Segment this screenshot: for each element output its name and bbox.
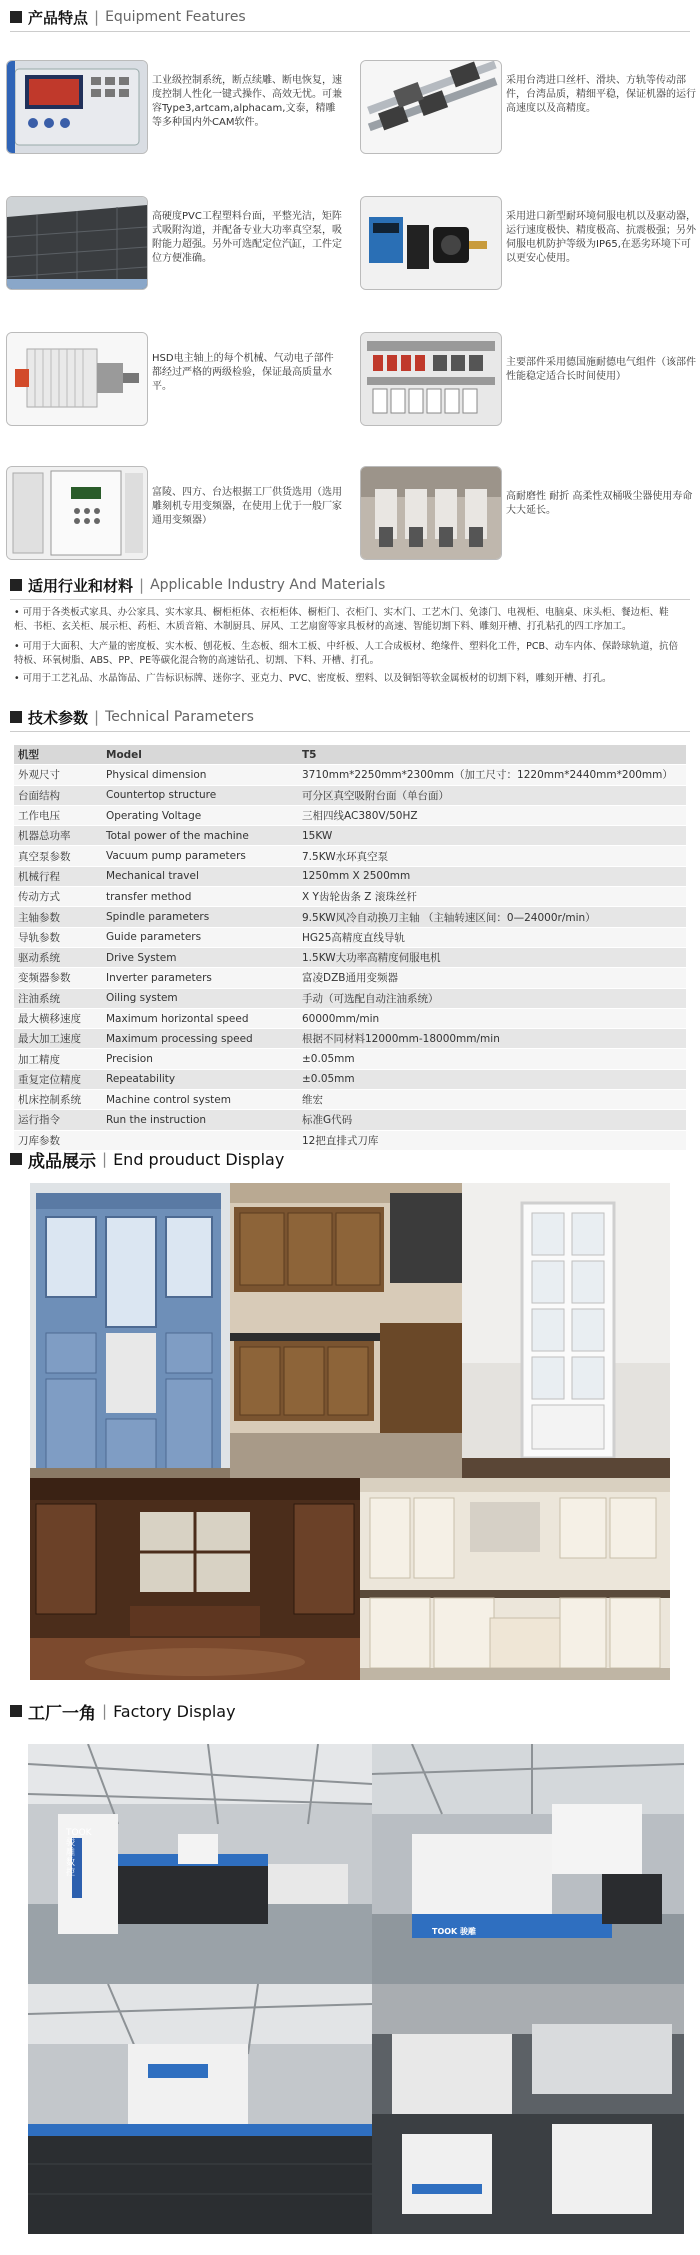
param-cell: 最大横移速度 xyxy=(14,1008,102,1028)
param-cell: Physical dimension xyxy=(102,765,298,785)
blue-cabinet-photo xyxy=(30,1183,230,1478)
param-cell: 台面结构 xyxy=(14,785,102,805)
params-row xyxy=(14,866,686,886)
params-table xyxy=(14,745,686,1151)
white-kitchen-photo xyxy=(360,1478,670,1680)
white-door-photo xyxy=(462,1183,670,1478)
feature-item xyxy=(360,332,700,442)
factory-title-en: Factory Display xyxy=(113,1701,236,1721)
param-cell: 最大加工速度 xyxy=(14,1029,102,1049)
products-title-en: End prouduct Display xyxy=(113,1149,285,1169)
feature-item xyxy=(360,196,700,306)
feature-text: HSD电主轴上的每个机械、气动电子部件都经过严格的两级检验，保证最高质量水平。 xyxy=(152,353,334,392)
square-bullet-icon xyxy=(10,1705,22,1717)
param-cell: Maximum processing speed xyxy=(102,1029,298,1049)
param-cell: 15KW xyxy=(298,826,686,846)
param-cell: 机床控制系统 xyxy=(14,1090,102,1110)
param-cell: 传动方式 xyxy=(14,887,102,907)
feature-text: 主要部件采用德国施耐德电气组件（该部件性能稳定适合长时间使用） xyxy=(506,357,696,382)
spindle-icon xyxy=(6,332,148,426)
param-cell: 1250mm X 2500mm xyxy=(298,866,686,886)
param-cell: 维宏 xyxy=(298,1090,686,1110)
feature-text: 高耐磨性 耐折 高柔性双桶吸尘器使用寿命大大延长。 xyxy=(506,491,693,516)
param-cell: 手动（可选配自动注油系统） xyxy=(298,988,686,1008)
param-cell: 真空泵参数 xyxy=(14,846,102,866)
param-cell: Guide parameters xyxy=(102,927,298,947)
factory-photo xyxy=(372,1744,684,1984)
divider xyxy=(10,31,690,32)
params-row xyxy=(14,785,686,805)
params-row xyxy=(14,947,686,967)
param-cell: 机械行程 xyxy=(14,866,102,886)
param-cell: 刀库参数 xyxy=(14,1130,102,1150)
param-cell: Mechanical travel xyxy=(102,866,298,886)
products-header: 成品展示 | End prouduct Display xyxy=(10,1148,690,1170)
param-cell: 3710mm*2250mm*2300mm（加工尺寸：1220mm*2440mm*200mm） xyxy=(298,765,686,785)
params-row xyxy=(14,1008,686,1028)
param-cell: Total power of the machine xyxy=(102,826,298,846)
params-row xyxy=(14,907,686,927)
params-row xyxy=(14,927,686,947)
param-cell: 重复定位精度 xyxy=(14,1069,102,1089)
divider xyxy=(10,599,690,600)
param-cell: Spindle parameters xyxy=(102,907,298,927)
param-cell: 机器总功率 xyxy=(14,826,102,846)
feature-item xyxy=(360,60,700,170)
param-cell: HG25高精度直线导轨 xyxy=(298,927,686,947)
industry-line: • 可用于大面积、大产量的密度板、实木板、刨花板、生态板、细木工板、中纤板、人工合成板材、绝缘件、塑料化工件，PCB、动车内体、保龄球轨道，抗倍特板、环氧树脂、ABS、PP、PE等碳化混合物的高速钻孔、切割、下料、开槽、打孔。 xyxy=(14,641,679,666)
control-panel-icon xyxy=(6,60,148,154)
param-cell: Precision xyxy=(102,1049,298,1069)
square-bullet-icon xyxy=(10,1153,22,1165)
products-title-zh: 成品展示 xyxy=(28,1151,96,1172)
param-cell: Machine control system xyxy=(102,1090,298,1110)
electrical-cabinet-icon xyxy=(360,332,502,426)
features-title-zh: 产品特点 xyxy=(28,8,89,27)
param-cell: 三相四线AC380V/50HZ xyxy=(298,805,686,825)
param-cell: X Y齿轮齿条 Z 滚珠丝杆 xyxy=(298,887,686,907)
machine-label: TOOK 骏雕数控 xyxy=(66,1828,92,1878)
feature-text: 工业级控制系统，断点续雕、断电恢复，速度控制人性化一键式操作、高效无忧。可兼容Type3,artcam,alphacam,文泰，精雕等多种国内外CAM软件。 xyxy=(152,75,342,128)
param-cell: 1.5KW大功率高精度伺服电机 xyxy=(298,947,686,967)
param-cell: Operating Voltage xyxy=(102,805,298,825)
industry-title-en: Applicable Industry And Materials xyxy=(150,577,386,593)
inverter-icon xyxy=(6,466,148,560)
params-row xyxy=(14,988,686,1008)
param-cell: 外观尺寸 xyxy=(14,765,102,785)
params-row xyxy=(14,887,686,907)
feature-item xyxy=(6,332,346,442)
feature-text: 富陵、四方、台达根据工厂供货选用（选用雕刻机专用变频器，在使用上优于一般厂家通用变频器） xyxy=(152,487,342,526)
linear-rail-icon xyxy=(360,60,502,154)
param-cell: 驱动系统 xyxy=(14,947,102,967)
param-cell: Oiling system xyxy=(102,988,298,1008)
param-cell: ±0.05mm xyxy=(298,1069,686,1089)
feature-text: 采用进口新型耐环境伺服电机以及驱动器，运行速度极快、精度极高、抗震极强；另外伺服电机防护等级为IP65,在恶劣环境下可以更安心使用。 xyxy=(506,211,696,264)
params-title-zh: 技术参数 xyxy=(28,708,89,727)
param-cell: 工作电压 xyxy=(14,805,102,825)
factory-photo xyxy=(28,1984,372,2234)
param-cell: 标准G代码 xyxy=(298,1110,686,1130)
kitchen-photo xyxy=(230,1183,462,1478)
params-row xyxy=(14,1090,686,1110)
param-cell: Maximum horizontal speed xyxy=(102,1008,298,1028)
feature-item xyxy=(360,466,700,576)
param-cell: Vacuum pump parameters xyxy=(102,846,298,866)
params-row xyxy=(14,805,686,825)
param-cell: 富凌DZB通用变频器 xyxy=(298,968,686,988)
param-cell: 变频器参数 xyxy=(14,968,102,988)
param-cell: 注油系统 xyxy=(14,988,102,1008)
industry-title-zh: 适用行业和材料 xyxy=(28,576,134,595)
param-cell: Run the instruction xyxy=(102,1110,298,1130)
param-cell: 根据不同材料12000mm-18000mm/min xyxy=(298,1029,686,1049)
industry-line: • 可用于各类板式家具、办公家具、实木家具、橱柜柜体、衣柜柜体、橱柜门、衣柜门、实木门、工艺木门、免漆门、电视柜、电脑桌、床头柜、餐边柜、鞋柜、书柜、玄关柜、展示柜、药柜、木质音箱、木制厨具、屏风、工艺扇窗等家具板材的高速、智能切割下料、雕刻开槽、打孔粘孔的四工序加工。 xyxy=(14,607,669,632)
params-row xyxy=(14,765,686,785)
param-cell: Model xyxy=(102,745,298,765)
machine-label: TOOK 骏雕 xyxy=(432,1927,477,1936)
features-header: 产品特点 | Equipment Features xyxy=(10,6,690,28)
param-cell: 机型 xyxy=(14,745,102,765)
vacuum-table-icon xyxy=(6,196,148,290)
params-header-row xyxy=(14,745,686,765)
feature-item xyxy=(6,196,346,306)
square-bullet-icon xyxy=(10,11,22,23)
factory-photo xyxy=(28,1744,372,1984)
param-cell: 导轨参数 xyxy=(14,927,102,947)
param-cell: 主轴参数 xyxy=(14,907,102,927)
square-bullet-icon xyxy=(10,711,22,723)
square-bullet-icon xyxy=(10,579,22,591)
industry-line: • 可用于工艺礼品、水晶饰品、广告标识标牌、迷你字、亚克力、PVC、密度板、塑料、以及铜铝等软金属板材的切割下料，雕刻开槽、打孔。 xyxy=(14,673,612,684)
params-row xyxy=(14,826,686,846)
param-cell: 可分区真空吸附台面（单台面） xyxy=(298,785,686,805)
feature-item xyxy=(6,60,346,170)
features-title-en: Equipment Features xyxy=(105,9,246,25)
params-row xyxy=(14,1110,686,1130)
param-cell: transfer method xyxy=(102,887,298,907)
servo-motor-icon xyxy=(360,196,502,290)
feature-item xyxy=(6,466,346,576)
dust-collector-icon xyxy=(360,466,502,560)
params-row xyxy=(14,968,686,988)
param-cell: T5 xyxy=(298,745,686,765)
params-row xyxy=(14,1049,686,1069)
param-cell: 60000mm/min xyxy=(298,1008,686,1028)
param-cell: Repeatability xyxy=(102,1069,298,1089)
divider xyxy=(10,731,690,732)
industry-header: 适用行业和材料 | Applicable Industry And Materials xyxy=(10,574,690,596)
param-cell: 加工精度 xyxy=(14,1049,102,1069)
factory-header: 工厂一角 | Factory Display xyxy=(10,1700,690,1722)
params-title-en: Technical Parameters xyxy=(105,709,254,725)
feature-text: 高硬度PVC工程塑料台面，平整光洁，矩阵式吸附沟道，并配备专业大功率真空泵，吸附能力超强。另外可选配定位汽缸，工件定位方便准确。 xyxy=(152,211,342,264)
param-cell: Inverter parameters xyxy=(102,968,298,988)
params-row xyxy=(14,846,686,866)
params-row xyxy=(14,1029,686,1049)
param-cell: ±0.05mm xyxy=(298,1049,686,1069)
study-room-photo xyxy=(30,1478,360,1680)
factory-photo xyxy=(372,1984,684,2234)
feature-text: 采用台湾进口丝杆、滑块、方轨等传动部件，台湾品质，精细平稳，保证机器的运行高速度以及高精度。 xyxy=(506,75,696,114)
factory-title-zh: 工厂一角 xyxy=(28,1703,96,1724)
params-header: 技术参数 | Technical Parameters xyxy=(10,706,690,728)
params-row xyxy=(14,1069,686,1089)
param-cell: 运行指令 xyxy=(14,1110,102,1130)
param-cell: 7.5KW水环真空泵 xyxy=(298,846,686,866)
param-cell: 9.5KW风冷自动换刀主轴 （主轴转速区间：0—24000r/min） xyxy=(298,907,686,927)
param-cell: Drive System xyxy=(102,947,298,967)
param-cell: Countertop structure xyxy=(102,785,298,805)
param-cell: 12把直排式刀库 xyxy=(298,1130,686,1150)
